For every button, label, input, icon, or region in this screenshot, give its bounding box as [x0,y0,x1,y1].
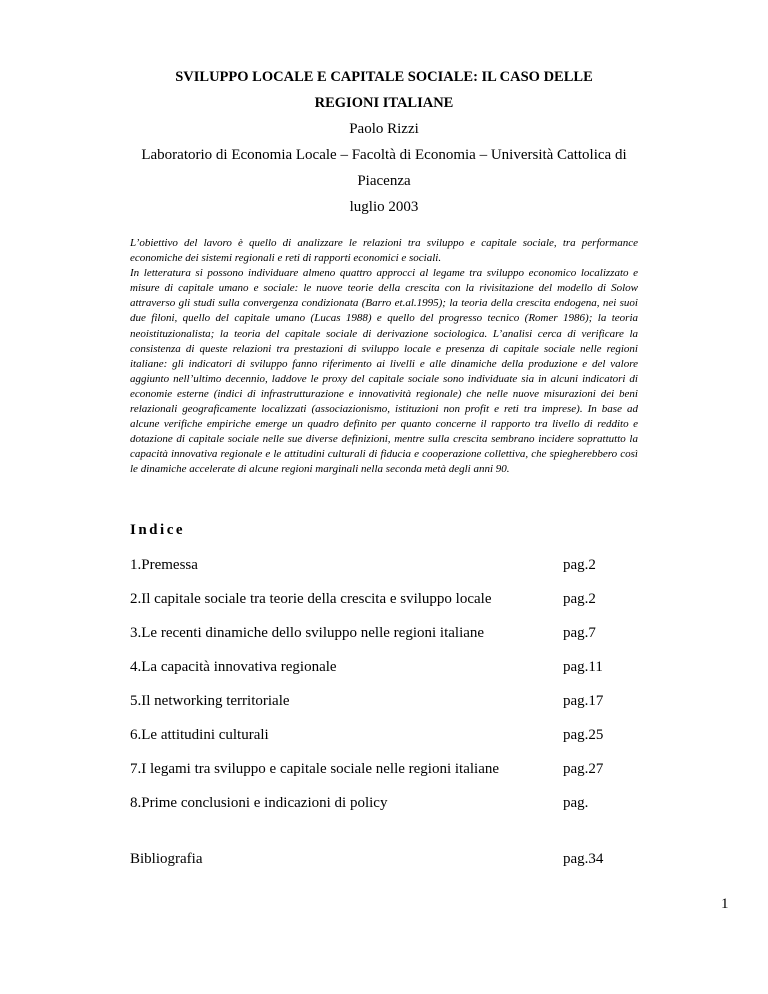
author: Paolo Rizzi [349,121,419,137]
toc-item-page: pag.11 [563,659,603,675]
toc-item-page: pag. [563,795,589,811]
title-line-1: SVILUPPO LOCALE E CAPITALE SOCIALE: IL CASO DELLE [175,69,593,85]
toc-item [130,657,640,677]
toc-item-page: pag.17 [563,693,604,709]
toc-item [130,759,640,779]
toc-item-page: pag.2 [563,557,596,573]
toc-item [130,555,640,575]
toc-item-page: pag.2 [563,591,596,607]
toc-item-title: 8.Prime conclusioni e indicazioni di policy [130,795,388,811]
toc-item-title: Bibliografia [130,851,203,867]
toc-item-title: 7.I legami tra sviluppo e capitale sociale nelle regioni italiane [130,761,500,777]
affiliation-line-1: Laboratorio di Economia Locale – Facoltà di Economia – Università Cattolica di [141,147,627,163]
abstract-paragraph-2: In letteratura si possono individuare almeno quattro approcci al legame tra sviluppo economico localizzato e misure di capitale umano e sociale: le nuove teorie della crescita con la rivisitazione del modello di Solow attraverso gli studi sulla convergenza condizionata (Barro et.al.1995); la teoria della crescita endogena, nei suoi due filoni, quello del capitale umano (Lucas 1988) e quello del progresso tecnico (Romer 1986); la teoria neoistituzionalista; la teoria del capitale sociale di derivazione sociologica. L’analisi cerca di verificare la consistenza di queste relazioni tra prestazioni di sviluppo locale e presenza di capitale sociale nelle regioni italiane: gli indicatori di sviluppo fanno riferimento ai livelli e alle dinamiche della produzione e del valore aggiunto nell’ultimo decennio, laddove le proxy del capitale sociale sono individuate sia in alcuni indicatori di economie esterne (indici di infrastrutturazione e innovatività regionale) che nelle nuove misurazioni dei beni relazionali geograficamente localizzati (associazionismo, istituzioni non profit e reti tra imprese). In base ad alcune verifiche empiriche emerge un quadro definito per quanto concerne il rapporto tra livello di reddito e dotazione di capitale sociale nelle sue diverse definizioni, mentre sulla crescita sembrano incidere soprattutto la capacità innovativa regionale e le attitudini culturali di fiducia e cooperazione collettiva, che spiegherebbero così le dinamiche accelerate di alcune regioni marginali nella seconda metà degli anni 90. [130,267,638,476]
date: luglio 2003 [349,199,419,215]
toc-item-title: 4.La capacità innovativa regionale [130,659,337,675]
title-line-2: REGIONI ITALIANE [314,95,454,111]
toc-item [130,623,640,643]
toc-item-page: pag.34 [563,851,604,867]
toc-item-page: pag.27 [563,761,604,777]
toc-heading: Indice [130,522,186,538]
toc-item [130,793,640,813]
toc-item-page: pag.7 [563,625,596,641]
page-number: 1 [721,896,729,912]
toc-item [130,691,640,711]
toc-item [130,725,640,745]
toc-item-title: 1.Premessa [130,557,198,573]
toc-item [130,849,640,869]
affiliation-line-2: Piacenza [357,173,411,189]
toc-item-title: 2.Il capitale sociale tra teorie della crescita e sviluppo locale [130,591,492,607]
abstract [130,236,638,478]
toc-item-page: pag.25 [563,727,604,743]
toc-item-title: 6.Le attitudini culturali [130,727,269,743]
abstract-paragraph-1: L’obiettivo del lavoro è quello di analizzare le relazioni tra sviluppo e capitale sociale, tra performance economiche dei sistemi regionali e reti di rapporti economici e sociali. [130,237,638,265]
toc-item [130,589,640,609]
toc-item-title: 5.Il networking territoriale [130,693,290,709]
toc-item-title: 3.Le recenti dinamiche dello sviluppo nelle regioni italiane [130,625,485,641]
